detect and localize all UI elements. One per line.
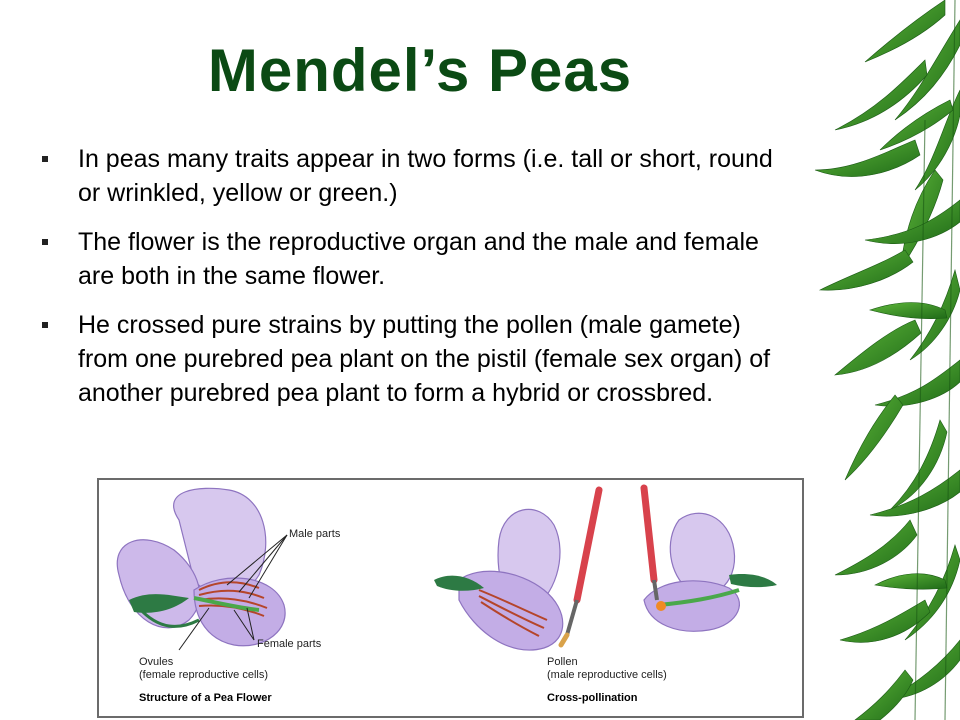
bullet-text: In peas many traits appear in two forms (i.e. tall or short, round or wrinkled, yellow or green.) — [78, 145, 773, 207]
label-pollen-note: (male reproductive cells) — [547, 669, 667, 681]
bullet-item — [40, 142, 780, 210]
label-ovules: Ovules — [139, 656, 174, 668]
label-pollen: Pollen — [547, 656, 578, 668]
bullet-text: The flower is the reproductive organ and the male and female are both in the same flower. — [78, 228, 759, 290]
bullet-list — [40, 142, 780, 425]
bullet-item — [40, 225, 780, 293]
label-female-parts: Female parts — [257, 638, 322, 650]
bullet-marker-icon — [42, 322, 48, 328]
pea-flower-figure — [97, 478, 804, 718]
slide-title: Mendel’s Peas — [207, 37, 633, 104]
label-male-parts: Male parts — [289, 528, 341, 540]
pea-flower-cross-b — [644, 488, 777, 631]
pea-flower-cross-a — [434, 490, 599, 650]
bullet-marker-icon — [42, 239, 48, 245]
label-ovules-note: (female reproductive cells) — [139, 669, 268, 681]
bullet-text: He crossed pure strains by putting the pollen (male gamete) from one purebred pea plant on the pistil (female sex organ) of another purebred pea plant to form a hybrid or crossbred. — [78, 311, 771, 407]
caption-cross-pollination: Cross-pollination — [547, 692, 638, 704]
caption-structure: Structure of a Pea Flower — [139, 692, 272, 704]
bamboo-decoration — [795, 0, 960, 720]
bullet-marker-icon — [42, 156, 48, 162]
pea-flower-structure — [117, 488, 287, 650]
bullet-item — [40, 308, 780, 410]
